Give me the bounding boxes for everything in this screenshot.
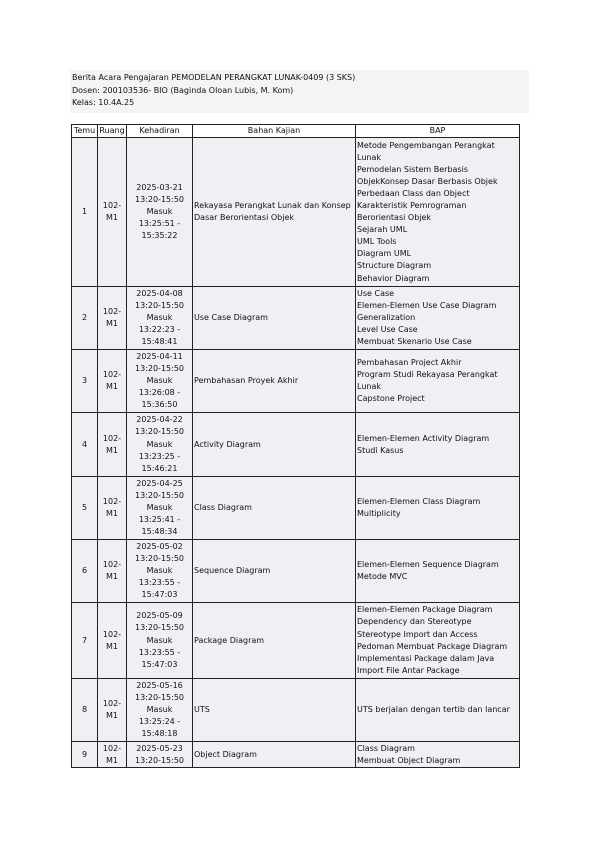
kehadiran-line: 2025-04-22 (136, 415, 183, 425)
column-header-kehadiran: Kehadiran (127, 125, 193, 138)
ruang-line: M1 (106, 213, 118, 223)
ruang-line: 102- (102, 433, 122, 443)
bahan-kajian-cell: UTS (193, 679, 356, 742)
bap-cell (356, 350, 520, 413)
bap-line: UTS berjalan dengan tertib dan lancar (357, 705, 510, 715)
kehadiran-cell (127, 540, 193, 603)
class-info: Kelas: 10.4A.25 (72, 98, 135, 107)
kehadiran-line: 13:20-15:50 (135, 553, 184, 563)
bap-line: Class Diagram (357, 743, 415, 753)
kehadiran-line: 2025-04-25 (136, 478, 183, 488)
ruang-cell (98, 287, 127, 350)
table-row (72, 350, 520, 413)
kehadiran-line: 15:47:03 (141, 590, 178, 600)
temu-cell: 4 (72, 413, 98, 477)
bahan-kajian-cell: Use Case Diagram (193, 287, 356, 350)
kehadiran-line: 15:46:21 (141, 463, 178, 473)
ruang-line: M1 (106, 711, 118, 721)
temu-cell: 7 (72, 603, 98, 679)
bap-line: Pedoman Membuat Package Diagram (357, 641, 508, 651)
ruang-line: M1 (106, 755, 118, 765)
bahan-kajian-cell: Object Diagram (193, 742, 356, 768)
ruang-line: 102- (102, 743, 122, 753)
temu-cell: 3 (72, 350, 98, 413)
kehadiran-line: 13:20-15:50 (135, 363, 184, 373)
bap-line: Studi Kasus (357, 445, 404, 455)
kehadiran-cell (127, 138, 193, 287)
bap-line: Stereotype Import dan Access (357, 629, 478, 639)
kehadiran-cell (127, 477, 193, 540)
kehadiran-line: 15:48:18 (141, 729, 178, 739)
kehadiran-line: 2025-05-16 (136, 680, 183, 690)
temu-cell: 8 (72, 679, 98, 742)
ruang-cell (98, 350, 127, 413)
bap-cell (356, 138, 520, 287)
ruang-line: M1 (106, 641, 118, 651)
kehadiran-line: 13:20-15:50 (135, 490, 184, 500)
kehadiran-line: 15:48:41 (141, 337, 178, 347)
column-header-bap: BAP (356, 125, 520, 138)
bap-line: Level Use Case (357, 325, 418, 335)
temu-cell: 5 (72, 477, 98, 540)
kehadiran-line: 2025-05-02 (136, 541, 183, 551)
column-header-bahan-kajian: Bahan Kajian (193, 125, 356, 138)
ruang-line: M1 (106, 509, 118, 519)
teaching-record-table (71, 124, 520, 768)
kehadiran-line: Masuk (146, 376, 173, 386)
bap-line: Berorientasi Objek (357, 213, 432, 223)
bap-line: Lunak (357, 382, 381, 392)
kehadiran-line: Masuk (146, 439, 173, 449)
ruang-cell (98, 679, 127, 742)
bap-line: Import File Antar Package (357, 665, 460, 675)
kehadiran-line: 15:48:34 (141, 527, 178, 537)
kehadiran-line: Masuk (146, 207, 173, 217)
ruang-cell (98, 413, 127, 477)
bap-line: Dependency dan Stereotype (357, 617, 472, 627)
table-row (72, 540, 520, 603)
kehadiran-cell (127, 679, 193, 742)
bahan-kajian-cell: Pembahasan Proyek Akhir (193, 350, 356, 413)
bap-line: Sejarah UML (357, 225, 408, 235)
table-row (72, 138, 520, 287)
kehadiran-line: Masuk (146, 705, 173, 715)
bap-line: Capstone Project (357, 394, 425, 404)
ruang-line: 102- (102, 629, 122, 639)
ruang-line: 102- (102, 497, 122, 506)
kehadiran-line: Masuk (146, 635, 173, 645)
kehadiran-cell (127, 287, 193, 350)
bahan-kajian-cell: Sequence Diagram (193, 540, 356, 603)
table-row (72, 477, 520, 540)
ruang-line: 102- (102, 699, 122, 708)
kehadiran-line: 15:35:22 (141, 231, 178, 241)
kehadiran-line: 13:26:08 - (138, 388, 181, 398)
ruang-line: M1 (106, 572, 118, 582)
table-row (72, 742, 520, 768)
bap-line: Implementasi Package dalam Java (357, 653, 495, 663)
bap-line: Program Studi Rekayasa Perangkat (357, 370, 498, 379)
bap-line: ObjekKonsep Dasar Berbasis Objek (357, 176, 498, 186)
ruang-cell (98, 742, 127, 768)
ruang-cell (98, 540, 127, 603)
kehadiran-line: 2025-04-08 (136, 288, 183, 298)
bap-line: Pemodelan Sistem Berbasis (357, 164, 468, 174)
table-header-row (72, 125, 520, 138)
ruang-line: M1 (106, 382, 118, 392)
kehadiran-line: 15:36:50 (141, 400, 178, 410)
kehadiran-line: 2025-04-11 (136, 351, 183, 361)
kehadiran-line: Masuk (146, 566, 173, 576)
kehadiran-cell (127, 742, 193, 768)
bap-line: Elemen-Elemen Use Case Diagram (357, 300, 497, 310)
kehadiran-line: 13:23:55 - (138, 578, 181, 588)
bap-line: Elemen-Elemen Activity Diagram (357, 433, 490, 443)
table-row (72, 603, 520, 679)
kehadiran-line: 13:23:25 - (138, 451, 181, 461)
bap-line: Pembahasan Project Akhir (357, 357, 462, 367)
kehadiran-line: 13:25:41 - (138, 515, 181, 525)
kehadiran-line: 2025-05-09 (136, 611, 183, 621)
course-title: Berita Acara Pengajaran PEMODELAN PERANGKAT LUNAK-0409 (3 SKS) (72, 73, 356, 82)
bap-line: Metode Pengembangan Perangkat (357, 140, 495, 150)
kehadiran-line: 2025-05-23 (136, 743, 183, 753)
kehadiran-line: 13:20-15:50 (135, 623, 184, 633)
bap-line: Elemen-Elemen Sequence Diagram (357, 560, 499, 569)
bap-line: Structure Diagram (357, 261, 432, 271)
ruang-cell (98, 138, 127, 287)
kehadiran-line: 13:25:51 - (138, 219, 181, 229)
bap-cell (356, 287, 520, 350)
bap-line: Elemen-Elemen Class Diagram (357, 497, 481, 506)
bahan-kajian-cell: Package Diagram (193, 603, 356, 679)
bap-line: Perbedaan Class dan Object (357, 188, 470, 198)
lecturer-info: Dosen: 200103536- BIO (Baginda Oloan Lubis, M. Kom) (72, 85, 294, 95)
ruang-cell (98, 477, 127, 540)
ruang-line: M1 (106, 445, 118, 455)
temu-cell: 1 (72, 138, 98, 287)
bap-line: Behavior Diagram (357, 273, 430, 283)
bap-line: Membuat Object Diagram (357, 755, 461, 765)
bap-line: UML Tools (357, 237, 397, 247)
bap-line: Lunak (357, 152, 381, 162)
kehadiran-line: 2025-03-21 (136, 182, 183, 192)
bap-line: Multiplicity (357, 509, 401, 519)
column-header-ruang: Ruang (98, 125, 127, 138)
kehadiran-line: 13:25:24 - (138, 717, 181, 727)
bap-line: Karakteristik Pemrograman (357, 201, 467, 210)
table-row (72, 679, 520, 742)
kehadiran-cell (127, 350, 193, 413)
kehadiran-line: 13:20-15:50 (135, 300, 184, 310)
document-header (70, 70, 529, 113)
temu-cell: 6 (72, 540, 98, 603)
ruang-line: 102- (102, 307, 122, 316)
bap-line: Diagram UML (357, 249, 412, 259)
kehadiran-line: 13:22:23 - (138, 325, 181, 335)
bap-cell (356, 413, 520, 477)
kehadiran-line: 13:20-15:50 (135, 194, 184, 204)
bap-line: Use Case (357, 288, 395, 298)
bahan-kajian-cell: Class Diagram (193, 477, 356, 540)
bap-line: Generalization (357, 313, 416, 323)
bap-cell (356, 477, 520, 540)
temu-cell: 9 (72, 742, 98, 768)
ruang-line: 102- (102, 201, 122, 210)
bahan-kajian-cell: Rekayasa Perangkat Lunak dan Konsep Dasar Berorientasi Objek (193, 138, 356, 287)
bap-cell (356, 679, 520, 742)
kehadiran-line: Masuk (146, 503, 173, 513)
column-header-temu: Temu (72, 125, 98, 138)
ruang-line: M1 (106, 319, 118, 329)
temu-cell: 2 (72, 287, 98, 350)
kehadiran-line: Masuk (146, 313, 173, 323)
bap-line: Membuat Skenario Use Case (357, 337, 472, 347)
ruang-line: 102- (102, 370, 122, 379)
ruang-line: 102- (102, 560, 122, 569)
kehadiran-line: 13:20-15:50 (135, 427, 184, 437)
bap-cell (356, 603, 520, 679)
kehadiran-cell (127, 413, 193, 477)
table-row (72, 413, 520, 477)
kehadiran-cell (127, 603, 193, 679)
bahan-kajian-cell: Activity Diagram (193, 413, 356, 477)
kehadiran-line: 13:20-15:50 (135, 692, 184, 702)
kehadiran-line: 13:23:55 - (138, 647, 181, 657)
kehadiran-line: 15:47:03 (141, 659, 178, 669)
bap-cell (356, 742, 520, 768)
table-row (72, 287, 520, 350)
ruang-cell (98, 603, 127, 679)
kehadiran-line: 13:20-15:50 (135, 755, 184, 765)
bap-line: Elemen-Elemen Package Diagram (357, 605, 493, 615)
bap-line: Metode MVC (357, 572, 408, 582)
bap-cell (356, 540, 520, 603)
